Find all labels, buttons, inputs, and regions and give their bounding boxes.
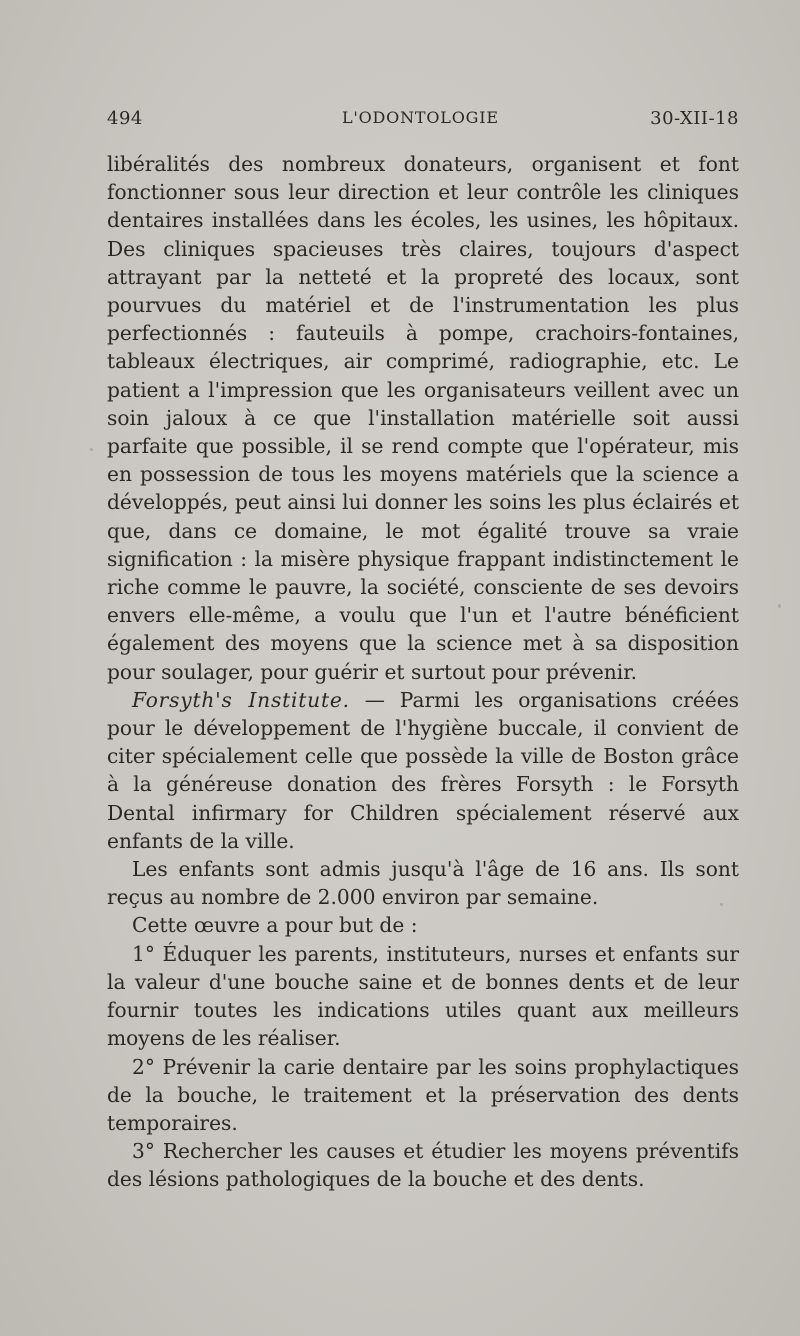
list-item-prevent: 2° Prévenir la carie dentaire par les soins prophylactiques de la bouche, le traitement et la préservation des dents temporaires. [107,1054,739,1135]
running-head [107,108,739,136]
paper-speck [778,604,781,608]
paper-speck [90,448,93,451]
paragraph-purpose: Cette œuvre a pour but de : [132,913,418,938]
page-number: 494 [107,108,143,129]
journal-title: L'ODONTOLOGIE [342,108,499,127]
paragraph-forsyth [107,686,739,855]
issue-date: 30-XII-18 [650,108,739,129]
body-text [107,150,739,1194]
paper-speck [720,903,723,906]
list-item-educate: 1° Éduquer les parents, instituteurs, nurses et enfants sur la valeur d'une bouche saine et de bonnes dents et de leur fournir toutes les indications utiles quant aux meilleurs moyens de les réaliser. [107,941,739,1051]
list-item-research: 3° Rechercher les causes et étudier les moyens préventifs des lésions pathologiques de la bouche et des dents. [107,1139,739,1192]
paragraph-continued: libéralités des nombreux donateurs, organisent et font fonctionner sous leur direction et leur contrôle les cliniques dentaires installées dans les écoles, les usines, les hôpitaux. Des cliniques spacieuses très claires, toujours d'aspect attrayant par la netteté et la propreté des locaux, sont pourvues du matériel et de l'instrumentation les plus perfectionnés : fauteuils à pompe, crachoirs-fontaines, tableaux électriques, air comprimé, radiographie, etc. Le patient a l'impression que les organisateurs veillent avec un soin jaloux à ce que l'installation matérielle soit aussi parfaite que possible, il se rend compte que l'opérateur, mis en possession de tous les moyens matériels que la science a développés, peut ainsi lui donner les soins les plus éclairés et que, dans ce domaine, le mot égalité trouve sa vraie signification : la misère physique frappant indistinctement le riche comme le pauvre, la société, consciente de ses devoirs envers elle-même, a voulu que l'un et l'autre bénéficient également des moyens que la science met à sa disposition pour soulager, pour guérir et surtout pour prévenir. [107,152,739,684]
paragraph-forsyth-text: — Parmi les organisations créées pour le développement de l'hygiène buccale, il convient de citer spécialement celle que possède la ville de Boston grâce à la généreuse donation des frères Forsyth : le Forsyth Dental infirmary for Children spécialement réservé aux enfants de la ville. [107,687,739,853]
section-title: Forsyth's Institute. [132,687,350,712]
paragraph-admission: Les enfants sont admis jusqu'à l'âge de 16 ans. Ils sont reçus au nombre de 2.000 environ par semaine. [107,857,739,910]
